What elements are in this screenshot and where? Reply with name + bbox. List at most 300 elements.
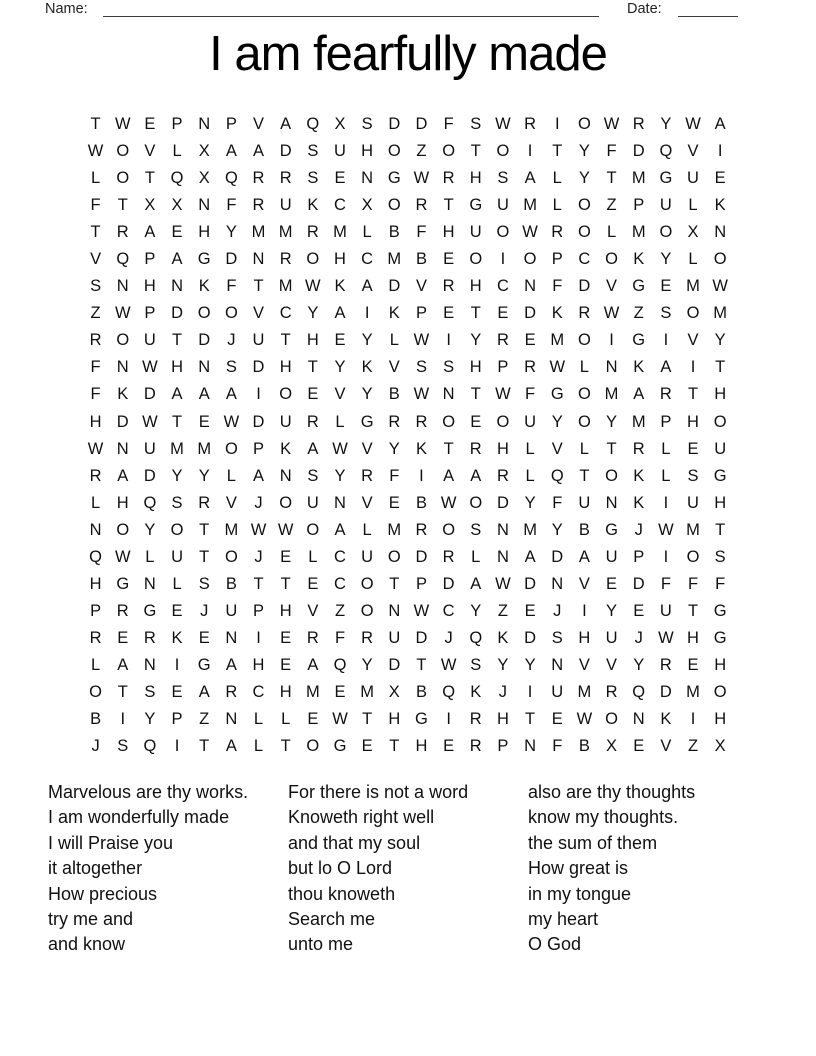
grid-cell: G bbox=[143, 601, 157, 620]
grid-cell: H bbox=[496, 710, 509, 729]
grid-cell: E bbox=[171, 601, 183, 620]
grid-cell: V bbox=[307, 601, 319, 620]
grid-cell: A bbox=[225, 142, 237, 161]
grid-cell: T bbox=[90, 223, 101, 242]
grid-cell: U bbox=[388, 628, 401, 647]
grid-cell: D bbox=[524, 574, 537, 593]
grid-cell: N bbox=[279, 466, 292, 485]
grid-cell: A bbox=[524, 169, 536, 188]
grid-cell: S bbox=[470, 520, 482, 539]
word-list-item: know my thoughts. bbox=[528, 807, 679, 828]
grid-cell: R bbox=[659, 385, 672, 404]
grid-cell: H bbox=[714, 710, 727, 729]
grid-cell: H bbox=[116, 493, 129, 512]
grid-row bbox=[82, 733, 734, 760]
grid-row bbox=[82, 463, 734, 490]
grid-cell: Y bbox=[470, 601, 482, 620]
grid-cell: T bbox=[172, 412, 183, 431]
grid-cell: A bbox=[443, 466, 455, 485]
grid-cell: H bbox=[334, 250, 346, 269]
grid-cell: X bbox=[606, 737, 618, 756]
grid-cell: U bbox=[171, 547, 183, 566]
grid-cell: M bbox=[577, 682, 592, 701]
grid-cell: K bbox=[470, 682, 482, 701]
grid-cell: E bbox=[687, 439, 699, 458]
grid-cell: U bbox=[361, 547, 374, 566]
grid-row bbox=[82, 246, 734, 273]
grid-cell: E bbox=[334, 682, 346, 701]
grid-cell: Y bbox=[334, 358, 346, 377]
grid-cell: R bbox=[306, 412, 319, 431]
grid-cell: E bbox=[470, 412, 482, 431]
grid-cell: T bbox=[443, 439, 454, 458]
grid-cell: J bbox=[444, 628, 453, 647]
grid-cell: K bbox=[714, 196, 726, 215]
grid-cell: D bbox=[279, 142, 292, 161]
grid-cell: Y bbox=[361, 655, 373, 674]
grid-cell: E bbox=[307, 710, 319, 729]
grid-cell: J bbox=[254, 493, 263, 512]
grid-cell: F bbox=[715, 574, 726, 593]
grid-row bbox=[82, 706, 734, 733]
grid-cell: N bbox=[524, 277, 537, 296]
grid-cell: G bbox=[713, 466, 727, 485]
grid-row bbox=[82, 517, 734, 544]
grid-cell: R bbox=[551, 223, 564, 242]
grid-cell: L bbox=[253, 710, 264, 729]
grid-cell: N bbox=[198, 115, 211, 133]
word-list-item: unto me bbox=[288, 934, 354, 955]
grid-cell: Q bbox=[143, 737, 157, 756]
grid-row bbox=[82, 273, 734, 300]
grid-row bbox=[82, 625, 734, 652]
grid-cell: A bbox=[171, 385, 183, 404]
grid-cell: L bbox=[688, 196, 698, 215]
grid-cell: U bbox=[687, 493, 699, 512]
grid-cell: W bbox=[495, 574, 511, 593]
grid-cell: O bbox=[713, 250, 727, 269]
grid-cell: D bbox=[524, 628, 537, 647]
grid-cell: I bbox=[364, 304, 370, 323]
grid-cell: O bbox=[577, 331, 591, 350]
grid-cell: W bbox=[576, 710, 593, 729]
grid-cell: X bbox=[144, 196, 156, 215]
grid-cell: M bbox=[197, 439, 212, 458]
grid-cell: E bbox=[388, 493, 400, 512]
grid-cell: D bbox=[496, 493, 509, 512]
grid-cell: M bbox=[523, 196, 537, 215]
grid-cell: I bbox=[690, 358, 696, 377]
grid-cell: O bbox=[605, 710, 618, 729]
grid-cell: L bbox=[335, 412, 345, 431]
grid-cell: Z bbox=[416, 142, 427, 161]
grid-cell: L bbox=[552, 169, 562, 188]
grid-cell: T bbox=[389, 574, 400, 593]
grid-cell: T bbox=[443, 196, 454, 215]
grid-cell: F bbox=[90, 385, 101, 404]
grid-cell: M bbox=[278, 277, 293, 296]
grid-cell: H bbox=[143, 277, 156, 296]
grid-cell: T bbox=[253, 574, 264, 593]
grid-cell: H bbox=[687, 412, 699, 431]
grid-cell: S bbox=[117, 737, 129, 756]
grid-row bbox=[82, 544, 734, 571]
grid-cell: O bbox=[686, 304, 700, 323]
grid-cell: H bbox=[469, 169, 482, 188]
grid-cell: A bbox=[225, 737, 237, 756]
grid-cell: P bbox=[633, 547, 645, 566]
grid-cell: O bbox=[442, 142, 456, 161]
word-list-item: thou knoweth bbox=[288, 883, 396, 904]
grid-cell: G bbox=[659, 169, 673, 188]
grid-cell: V bbox=[334, 385, 346, 404]
grid-cell: V bbox=[606, 655, 618, 674]
grid-cell: H bbox=[469, 277, 482, 296]
grid-cell: W bbox=[658, 520, 674, 539]
grid-cell: S bbox=[307, 466, 319, 485]
grid-row bbox=[82, 436, 734, 463]
grid-cell: K bbox=[388, 304, 400, 323]
grid-cell: I bbox=[527, 682, 533, 701]
grid-cell: N bbox=[225, 710, 238, 729]
grid-cell: G bbox=[387, 169, 401, 188]
grid-cell: H bbox=[388, 710, 401, 729]
grid-cell: N bbox=[551, 655, 564, 674]
grid-cell: D bbox=[632, 574, 645, 593]
grid-cell: L bbox=[606, 223, 617, 242]
grid-cell: P bbox=[415, 574, 427, 593]
grid-cell: O bbox=[577, 223, 591, 242]
grid-row bbox=[82, 327, 734, 354]
grid-cell: P bbox=[497, 737, 509, 756]
grid-cell: O bbox=[605, 250, 618, 269]
grid-cell: A bbox=[198, 682, 210, 701]
grid-cell: Y bbox=[171, 466, 183, 485]
grid-cell: H bbox=[361, 142, 374, 161]
date-blank-line bbox=[678, 0, 738, 17]
grid-cell: E bbox=[117, 628, 129, 647]
grid-cell: O bbox=[469, 250, 483, 269]
word-list-item: For there is not a word bbox=[288, 782, 469, 802]
grid-cell: O bbox=[577, 196, 591, 215]
grid-cell: X bbox=[361, 196, 373, 215]
grid-cell: R bbox=[252, 169, 265, 188]
grid-cell: U bbox=[334, 142, 346, 161]
grid-cell: S bbox=[144, 682, 156, 701]
grid-cell: U bbox=[225, 601, 238, 620]
grid-cell: S bbox=[307, 142, 319, 161]
grid-cell: R bbox=[578, 304, 591, 323]
grid-cell: V bbox=[253, 115, 265, 133]
grid-row bbox=[82, 652, 734, 679]
grid-cell: T bbox=[307, 358, 318, 377]
grid-cell: T bbox=[117, 196, 128, 215]
grid-cell: E bbox=[524, 331, 536, 350]
date-label: Date: bbox=[627, 1, 662, 17]
grid-cell: U bbox=[524, 412, 537, 431]
grid-cell: M bbox=[278, 223, 293, 242]
grid-cell: I bbox=[663, 547, 669, 566]
grid-cell: L bbox=[471, 547, 481, 566]
grid-cell: N bbox=[388, 601, 401, 620]
grid-cell: T bbox=[389, 737, 400, 756]
grid-cell: P bbox=[633, 196, 645, 215]
name-label: Name: bbox=[45, 1, 88, 17]
grid-cell: P bbox=[171, 115, 183, 133]
grid-cell: Y bbox=[470, 331, 482, 350]
grid-cell: H bbox=[279, 358, 292, 377]
grid-cell: Y bbox=[606, 412, 618, 431]
grid-cell: M bbox=[686, 277, 700, 296]
grid-cell: R bbox=[415, 196, 428, 215]
grid-cell: I bbox=[256, 385, 261, 404]
grid-cell: H bbox=[442, 223, 455, 242]
grid-cell: O bbox=[279, 385, 293, 404]
grid-cell: O bbox=[442, 412, 456, 431]
grid-cell: S bbox=[551, 628, 563, 647]
grid-cell: W bbox=[413, 169, 430, 188]
grid-cell: R bbox=[279, 169, 292, 188]
grid-cell: F bbox=[443, 115, 454, 133]
grid-cell: E bbox=[524, 601, 536, 620]
grid-cell: V bbox=[606, 277, 618, 296]
grid-cell: O bbox=[523, 250, 537, 269]
word-list-item: but lo O Lord bbox=[288, 858, 393, 879]
grid-cell: I bbox=[609, 331, 614, 350]
grid-cell: M bbox=[631, 412, 646, 431]
grid-cell: T bbox=[253, 277, 264, 296]
grid-cell: W bbox=[522, 223, 538, 242]
grid-cell: A bbox=[225, 655, 237, 674]
grid-cell: E bbox=[443, 737, 455, 756]
word-list-item: Search me bbox=[288, 909, 376, 930]
grid-cell: A bbox=[171, 250, 183, 269]
grid-cell: A bbox=[578, 547, 590, 566]
grid-cell: O bbox=[116, 331, 130, 350]
grid-cell: D bbox=[415, 547, 428, 566]
grid-cell: O bbox=[170, 520, 184, 539]
grid-cell: C bbox=[334, 547, 346, 566]
grid-cell: U bbox=[578, 493, 591, 512]
grid-cell: C bbox=[361, 250, 374, 269]
grid-cell: O bbox=[713, 412, 727, 431]
grid-cell: K bbox=[117, 385, 129, 404]
grid-cell: K bbox=[334, 277, 346, 296]
grid-cell: B bbox=[578, 737, 590, 756]
grid-cell: I bbox=[120, 710, 126, 729]
grid-cell: G bbox=[605, 520, 618, 539]
grid-cell: U bbox=[496, 196, 509, 215]
grid-cell: R bbox=[415, 520, 428, 539]
grid-cell: T bbox=[280, 574, 291, 593]
grid-cell: S bbox=[497, 169, 509, 188]
grid-cell: V bbox=[144, 142, 156, 161]
grid-cell: O bbox=[713, 682, 727, 701]
grid-row bbox=[82, 679, 734, 706]
grid-cell: O bbox=[577, 412, 591, 431]
grid-cell: A bbox=[144, 223, 156, 242]
grid-cell: Y bbox=[660, 250, 672, 269]
grid-cell: E bbox=[171, 223, 183, 242]
grid-cell: U bbox=[687, 169, 699, 188]
grid-cell: L bbox=[552, 196, 562, 215]
grid-cell: I bbox=[446, 331, 451, 350]
word-list-item: and that my soul bbox=[288, 832, 421, 853]
grid-cell: D bbox=[252, 358, 265, 377]
grid-cell: N bbox=[551, 574, 564, 593]
grid-cell: R bbox=[496, 331, 509, 350]
grid-cell: H bbox=[279, 601, 292, 620]
grid-cell: M bbox=[550, 331, 565, 350]
grid-cell: T bbox=[280, 331, 291, 350]
grid-cell: I bbox=[500, 250, 506, 269]
grid-cell: Z bbox=[633, 304, 644, 323]
grid-cell: W bbox=[332, 439, 348, 458]
grid-cell: D bbox=[388, 277, 401, 296]
grid-cell: E bbox=[687, 655, 699, 674]
grid-cell: N bbox=[198, 196, 211, 215]
grid-cell: S bbox=[443, 358, 455, 377]
word-list-item: and know bbox=[48, 934, 126, 955]
grid-cell: W bbox=[114, 115, 131, 133]
grid-cell: T bbox=[687, 601, 699, 620]
grid-cell: L bbox=[661, 466, 671, 485]
grid-cell: P bbox=[144, 250, 156, 269]
word-list-column-3 bbox=[528, 780, 695, 958]
word-list-item: Knoweth right well bbox=[288, 807, 435, 828]
grid-cell: N bbox=[605, 358, 618, 377]
grid-cell: C bbox=[496, 277, 509, 296]
grid-cell: Y bbox=[225, 223, 237, 242]
grid-cell: R bbox=[361, 466, 374, 485]
grid-cell: W bbox=[305, 277, 321, 296]
grid-cell: L bbox=[525, 439, 535, 458]
grid-cell: S bbox=[361, 115, 373, 133]
grid-cell: T bbox=[715, 520, 726, 539]
grid-cell: N bbox=[116, 439, 129, 458]
grid-cell: H bbox=[252, 655, 265, 674]
grid-cell: K bbox=[633, 250, 645, 269]
grid-cell: J bbox=[498, 682, 508, 701]
grid-cell: E bbox=[551, 710, 563, 729]
grid-cell: E bbox=[144, 115, 156, 133]
grid-cell: R bbox=[116, 223, 129, 242]
grid-cell: W bbox=[658, 628, 674, 647]
grid-cell: N bbox=[334, 493, 346, 512]
grid-cell: O bbox=[360, 601, 374, 620]
grid-cell: A bbox=[280, 115, 292, 133]
grid-cell: R bbox=[469, 710, 482, 729]
grid-cell: T bbox=[416, 655, 427, 674]
grid-cell: A bbox=[633, 385, 645, 404]
grid-cell: X bbox=[198, 169, 210, 188]
grid-cell: D bbox=[659, 682, 672, 701]
grid-cell: F bbox=[416, 223, 427, 242]
word-list-item: How great is bbox=[528, 858, 629, 879]
grid-cell: P bbox=[497, 358, 509, 377]
grid-cell: C bbox=[334, 574, 346, 593]
grid-cell: E bbox=[171, 682, 183, 701]
grid-cell: R bbox=[524, 358, 537, 377]
grid-cell: D bbox=[198, 331, 211, 350]
grid-cell: W bbox=[332, 710, 348, 729]
grid-cell: L bbox=[172, 574, 182, 593]
grid-cell: D bbox=[116, 412, 129, 431]
grid-cell: B bbox=[415, 250, 427, 269]
grid-cell: Y bbox=[497, 655, 509, 674]
grid-cell: S bbox=[687, 466, 699, 485]
grid-cell: M bbox=[713, 304, 728, 323]
grid-cell: G bbox=[197, 655, 211, 674]
grid-cell: U bbox=[279, 196, 292, 215]
grid-cell: N bbox=[714, 223, 727, 242]
grid-cell: O bbox=[224, 304, 238, 323]
grid-cell: G bbox=[333, 737, 347, 756]
grid-cell: G bbox=[632, 277, 646, 296]
grid-cell: Y bbox=[361, 331, 373, 350]
grid-cell: I bbox=[663, 493, 669, 512]
grid-cell: G bbox=[197, 250, 211, 269]
grid-cell: R bbox=[279, 250, 292, 269]
grid-cell: P bbox=[660, 412, 672, 431]
grid-cell: U bbox=[659, 601, 672, 620]
grid-cell: S bbox=[171, 493, 183, 512]
grid-cell: H bbox=[714, 385, 727, 404]
grid-cell: U bbox=[279, 412, 292, 431]
grid-cell: J bbox=[91, 737, 100, 756]
grid-cell: Q bbox=[659, 142, 673, 161]
grid-cell: T bbox=[362, 710, 373, 729]
grid-cell: E bbox=[714, 169, 726, 188]
grid-cell: A bbox=[225, 385, 237, 404]
grid-cell: L bbox=[308, 547, 318, 566]
word-list-item: Marvelous are thy works. bbox=[48, 782, 249, 802]
grid-cell: Q bbox=[116, 250, 130, 269]
grid-cell: L bbox=[172, 142, 182, 161]
word-list-item: O God bbox=[528, 934, 582, 955]
grid-cell: W bbox=[495, 115, 511, 133]
grid-cell: A bbox=[714, 115, 726, 133]
grid-cell: A bbox=[470, 466, 482, 485]
grid-cell: E bbox=[280, 655, 292, 674]
grid-cell: E bbox=[606, 574, 618, 593]
grid-cell: O bbox=[659, 223, 673, 242]
grid-cell: C bbox=[578, 250, 591, 269]
grid-cell: R bbox=[415, 412, 428, 431]
grid-cell: B bbox=[388, 223, 400, 242]
grid-cell: Y bbox=[551, 520, 563, 539]
grid-cell: Q bbox=[170, 169, 184, 188]
grid-cell: C bbox=[279, 304, 292, 323]
grid-cell: I bbox=[554, 115, 560, 133]
grid-cell: G bbox=[469, 196, 483, 215]
grid-cell: D bbox=[632, 142, 645, 161]
word-list-item: I am wonderfully made bbox=[48, 807, 230, 828]
grid-cell: A bbox=[307, 439, 319, 458]
grid-cell: H bbox=[198, 223, 211, 242]
grid-cell: S bbox=[714, 547, 726, 566]
grid-row bbox=[82, 192, 734, 219]
grid-cell: K bbox=[198, 277, 210, 296]
grid-cell: D bbox=[578, 277, 591, 296]
grid-cell: S bbox=[225, 358, 237, 377]
grid-cell: M bbox=[170, 439, 184, 458]
grid-cell: A bbox=[361, 277, 373, 296]
grid-cell: G bbox=[116, 574, 130, 593]
grid-cell: H bbox=[306, 331, 319, 350]
grid-row bbox=[82, 598, 734, 625]
grid-cell: J bbox=[634, 628, 643, 647]
